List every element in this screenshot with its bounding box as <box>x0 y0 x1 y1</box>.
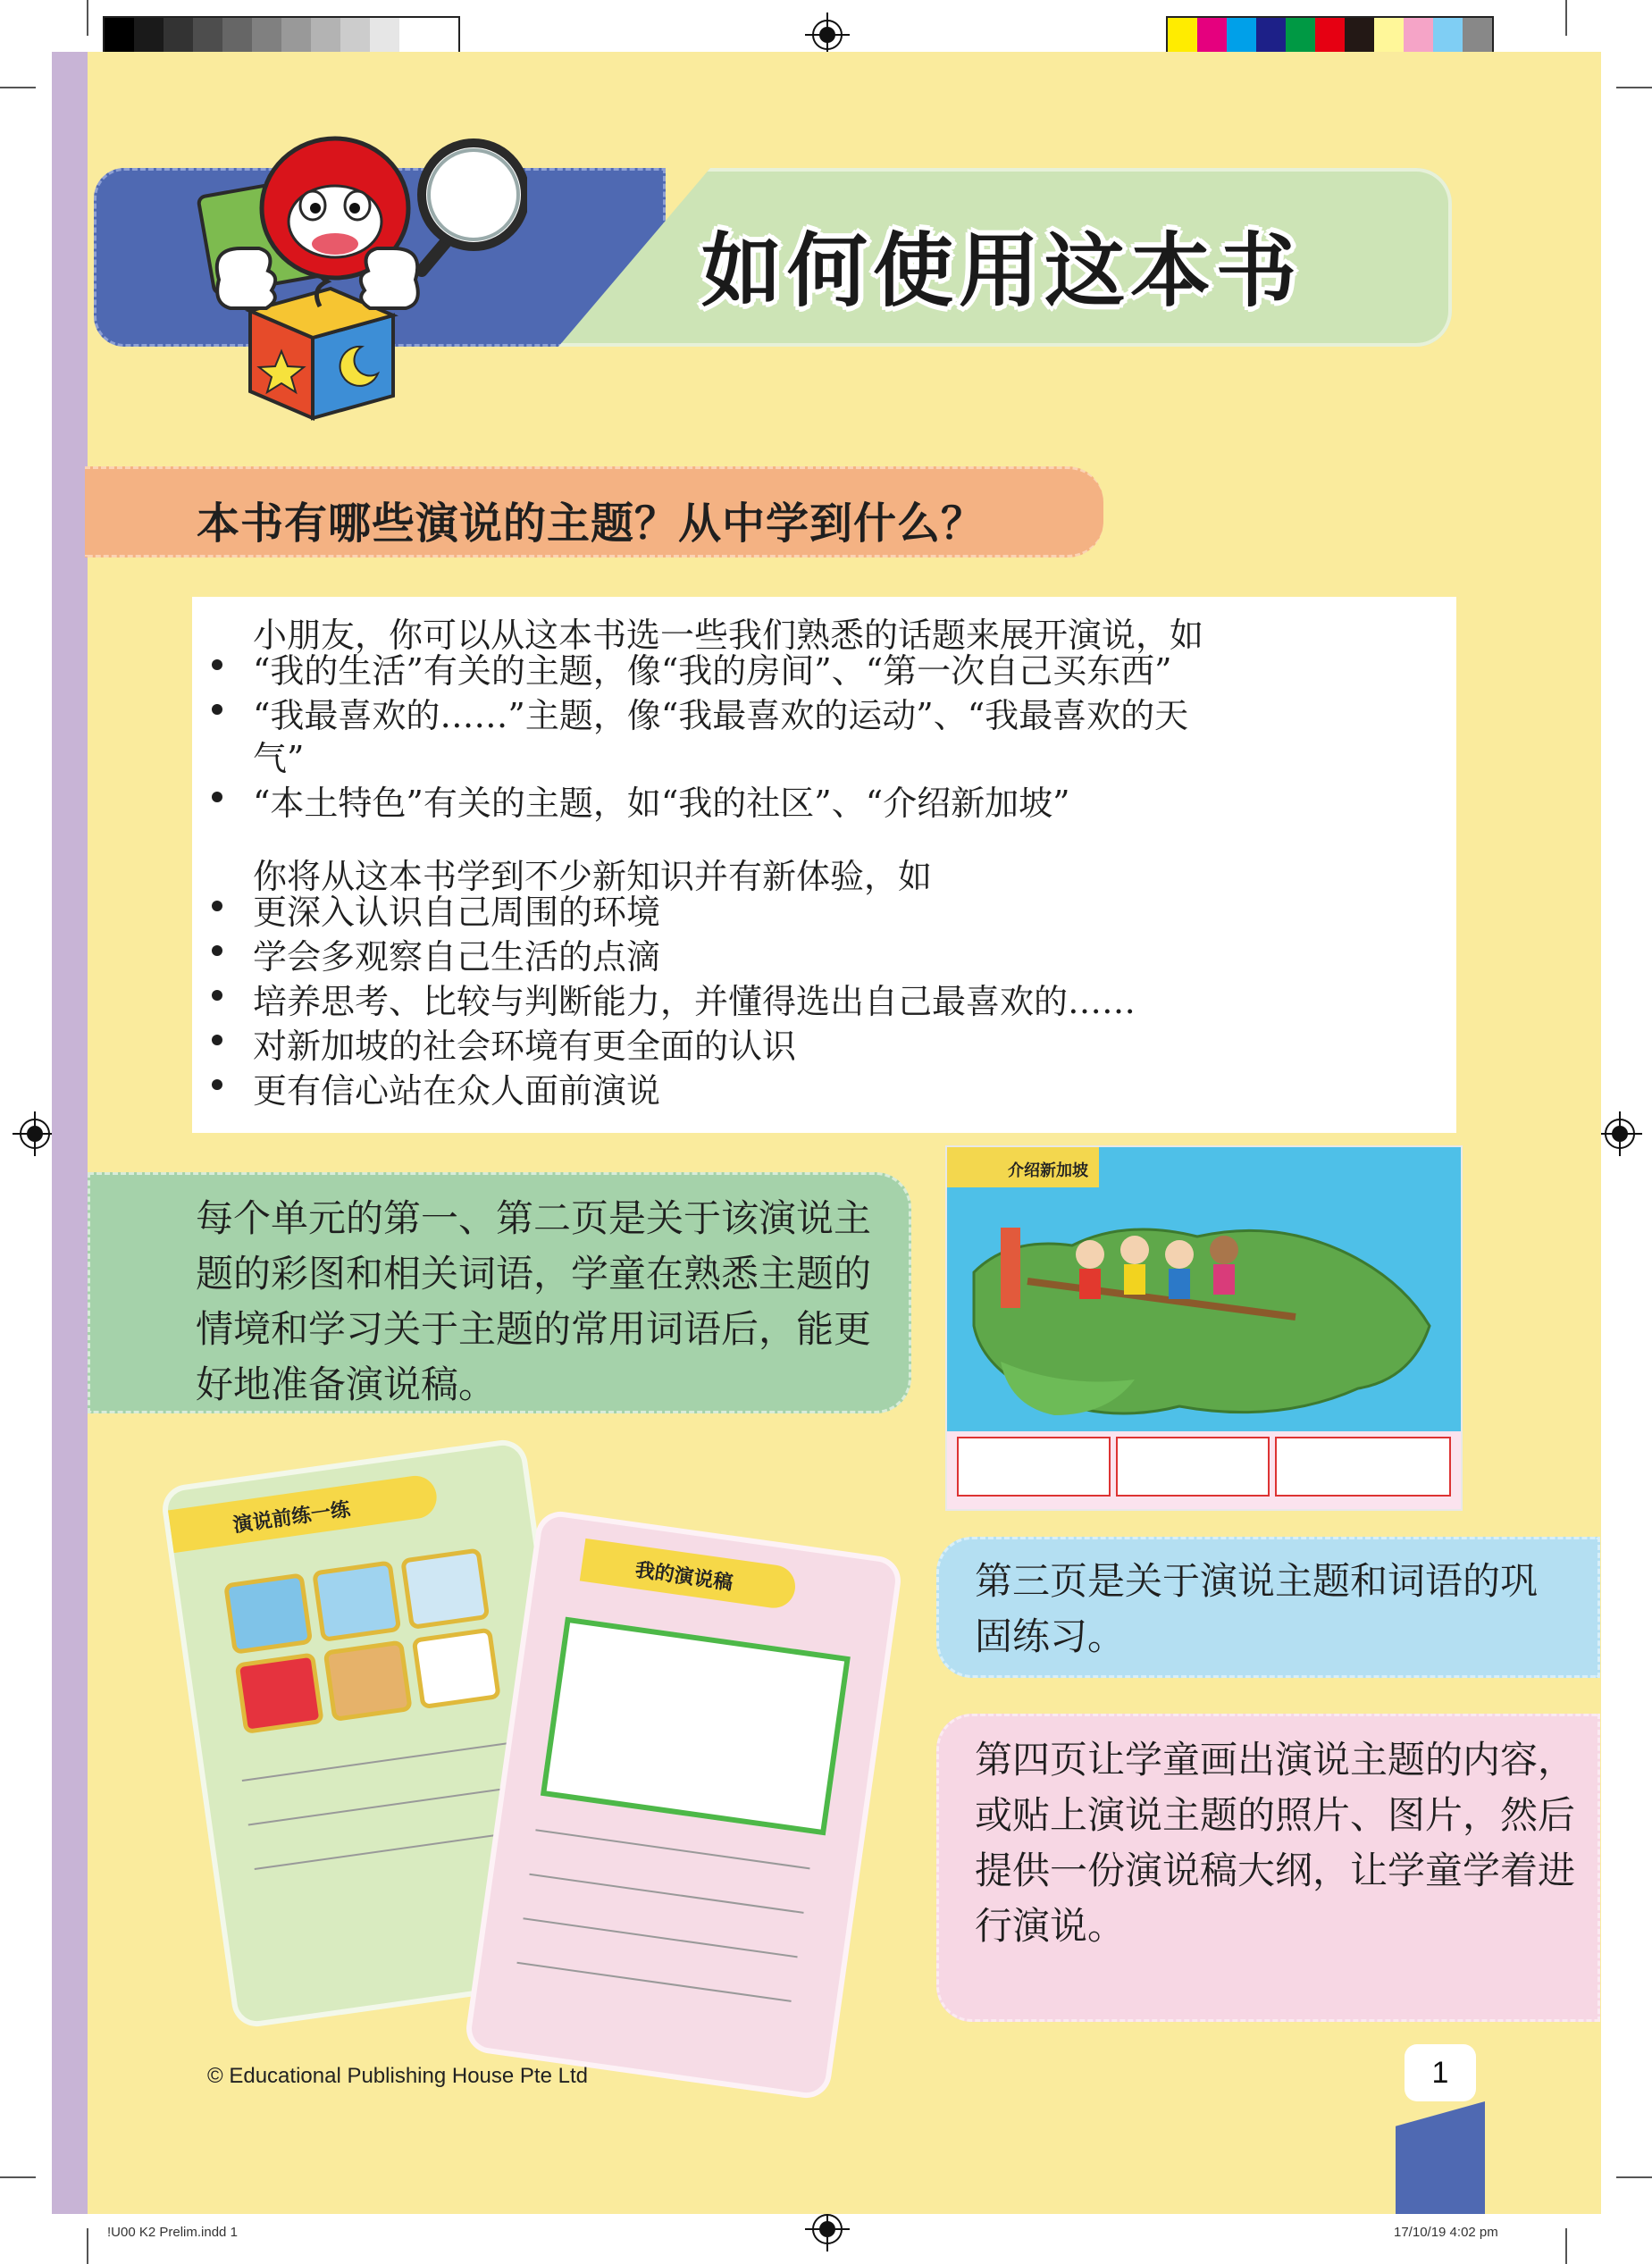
map-page-thumbnail <box>945 1145 1463 1511</box>
speech-page-title: 我的演说稿 <box>633 1559 734 1596</box>
picture-frame <box>412 1627 501 1709</box>
bullet-dot <box>212 704 222 715</box>
crop-mark <box>87 2228 88 2264</box>
topic-item: “我的生活”有关的主题，像“我的房间”、“第一次自己买东西” <box>253 651 1172 691</box>
answer-line <box>529 1874 803 1914</box>
blue-panel-text: 第三页是关于演说主题和词语的巩固练习。 <box>975 1559 1539 1658</box>
map-illustration <box>947 1147 1461 1509</box>
gain-item: 更深入认识自己周围的环境 <box>253 893 661 932</box>
color-bar <box>1166 16 1494 54</box>
bullet-dot <box>212 901 222 911</box>
answer-line <box>255 1831 520 1870</box>
intro-lead-1: 小朋友，你可以从这本书选一些我们熟悉的话题来展开演说，如 <box>253 616 1204 655</box>
crop-mark <box>1565 2228 1567 2264</box>
crop-mark <box>1616 87 1652 88</box>
crop-mark <box>1616 2176 1652 2178</box>
gain-item: 培养思考、比较与判断能力，并懂得选出自己最喜欢的…… <box>253 982 1136 1021</box>
topic-item-continued: 气” <box>253 739 305 778</box>
intro-box <box>192 597 1456 1133</box>
registration-mark-bottom <box>812 2214 843 2244</box>
subtitle: 本书有哪些演说的主题？从中学到什么？ <box>197 499 985 549</box>
crop-mark <box>1565 0 1567 36</box>
answer-line <box>242 1742 507 1782</box>
crop-mark <box>0 2176 36 2178</box>
grayscale-bar <box>103 16 460 54</box>
registration-mark-right <box>1605 1119 1635 1149</box>
drawing-frame <box>541 1617 851 1836</box>
picture-frame <box>235 1652 324 1734</box>
answer-line <box>248 1787 514 1826</box>
page-title: 如何使用这本书 <box>701 224 1302 318</box>
pink-info-panel <box>936 1714 1600 2022</box>
map-thumbnail-title: 介绍新加坡 <box>1008 1161 1088 1180</box>
crop-mark <box>87 0 88 36</box>
registration-mark-left <box>20 1119 50 1149</box>
answer-line <box>523 1917 797 1958</box>
page-edge-strip <box>52 52 88 2214</box>
slug-date: 17/10/19 4:02 pm <box>1394 2225 1498 2240</box>
picture-frame <box>400 1547 490 1630</box>
pink-panel-text: 第四页让学童画出演说主题的内容，或贴上演说主题的照片、图片，然后提供一份演说稿大纲，让学童学着进行演说。 <box>975 1738 1576 1948</box>
bullet-dot <box>212 792 222 802</box>
bullet-dot <box>212 1035 222 1045</box>
green-info-panel <box>88 1172 911 1413</box>
green-panel-text: 每个单元的第一、第二页是关于该演说主题的彩图和相关词语，学童在熟悉主题的情境和学习关于主题的常用词语后，能更好地准备演说稿。 <box>196 1196 872 1406</box>
bullet-dot <box>212 945 222 956</box>
slug-file: !U00 K2 Prelim.indd 1 <box>107 2225 238 2240</box>
answer-line <box>535 1829 809 1869</box>
mascot-illustration <box>188 123 527 427</box>
gain-item: 对新加坡的社会环境有更全面的认识 <box>253 1027 797 1066</box>
bullet-dot <box>212 990 222 1001</box>
registration-mark-top <box>812 20 843 50</box>
bullet-dot <box>212 1079 222 1090</box>
picture-frame <box>323 1639 413 1722</box>
copyright-notice: © Educational Publishing House Pte Ltd <box>207 2064 588 2088</box>
practice-page-title: 演说前练一练 <box>231 1498 352 1538</box>
intro-lead-2: 你将从这本书学到不少新知识并有新体验，如 <box>253 857 933 896</box>
picture-frame <box>223 1572 313 1655</box>
answer-line <box>516 1962 791 2002</box>
speech-draft-thumbnail <box>469 1514 898 2095</box>
subtitle-banner <box>85 466 1103 558</box>
blue-info-panel <box>936 1537 1600 1678</box>
crop-mark <box>0 87 36 88</box>
bullet-dot <box>212 659 222 670</box>
picture-frame <box>312 1560 401 1642</box>
topic-item: “本土特色”有关的主题，如“我的社区”、“介绍新加坡” <box>253 784 1070 823</box>
gain-item: 学会多观察自己生活的点滴 <box>253 937 661 977</box>
gain-item: 更有信心站在众人面前演说 <box>253 1071 661 1111</box>
topic-item: “我最喜欢的……”主题，像“我最喜欢的运动”、“我最喜欢的天 <box>253 696 1189 735</box>
page-number: 1 <box>1405 2044 1476 2101</box>
